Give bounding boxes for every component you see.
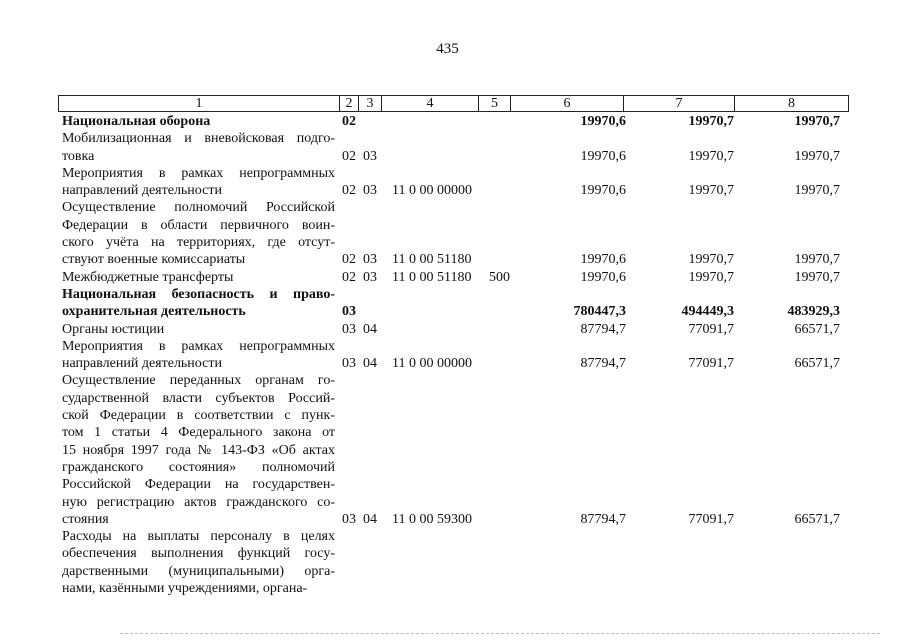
table-row-line	[0, 580, 905, 597]
amount-col-7: 19970,7	[688, 148, 734, 164]
table-row-line	[0, 563, 905, 580]
row-description: дарственными (муниципальными) орга-	[62, 563, 335, 579]
row-description: Мероприятия в рамках непрограммных	[62, 338, 335, 354]
row-description: Национальная оборона	[62, 114, 211, 129]
table-row-line	[0, 528, 905, 545]
section-code: 02	[342, 114, 356, 129]
row-description: Мероприятия в рамках непрограммных	[62, 165, 335, 181]
row-description: стояния	[62, 511, 109, 527]
row-description: Национальная безопасность и право-	[62, 286, 335, 302]
table-row-line	[0, 182, 905, 199]
column-header-3: 3	[359, 96, 382, 112]
budget-table-body	[0, 113, 905, 597]
amount-col-6: 19970,6	[580, 183, 626, 199]
column-header-1: 1	[59, 96, 340, 112]
table-row	[0, 130, 905, 165]
amount-col-8: 66571,7	[794, 511, 840, 527]
amount-col-8: 66571,7	[794, 321, 840, 337]
subsection-code: 03	[363, 269, 377, 285]
row-description: ского учёта на территориях, где отсут-	[62, 235, 335, 251]
table-row-line	[0, 286, 905, 303]
row-description: Осуществление переданных органам го-	[62, 373, 335, 389]
amount-col-6: 19970,6	[580, 269, 626, 285]
row-description: Осуществление полномочий Российской	[62, 200, 335, 216]
amount-col-8: 19970,7	[794, 114, 840, 129]
amount-col-7: 494449,3	[681, 304, 734, 320]
subsection-code: 04	[363, 321, 377, 337]
table-row-line	[0, 390, 905, 407]
table-row-line	[0, 511, 905, 528]
row-description: Расходы на выплаты персоналу в целях	[62, 529, 335, 545]
amount-col-6: 780447,3	[573, 304, 626, 320]
table-row-line	[0, 251, 905, 268]
amount-col-6: 87794,7	[580, 511, 626, 527]
table-row-line	[0, 321, 905, 338]
amount-col-6: 87794,7	[580, 356, 626, 372]
row-description: сударственной власти субъектов Россий-	[62, 390, 335, 406]
table-row-line	[0, 545, 905, 562]
table-row-line	[0, 165, 905, 182]
row-description: Межбюджетные трансферты	[62, 269, 234, 285]
column-header-row	[59, 96, 849, 112]
section-code: 03	[342, 356, 356, 372]
row-description: Российской Федерации на государствен-	[62, 477, 335, 493]
subsection-code: 04	[363, 356, 377, 372]
section-code: 03	[342, 304, 356, 320]
section-code: 03	[342, 511, 356, 527]
table-row	[0, 528, 905, 597]
scan-artifact-line	[120, 633, 880, 636]
target-article-code: 11 0 00 00000	[392, 356, 472, 372]
column-header-8: 8	[735, 96, 849, 112]
amount-col-6: 19970,6	[580, 148, 626, 164]
subsection-code: 04	[363, 511, 377, 527]
section-code: 02	[342, 252, 356, 268]
page-number: 435	[436, 41, 459, 57]
row-description: том 1 статьи 4 Федерального закона от	[62, 425, 335, 441]
amount-col-8: 19970,7	[794, 252, 840, 268]
table-row-line	[0, 148, 905, 165]
table-row-line	[0, 476, 905, 493]
column-header-5: 5	[479, 96, 511, 112]
amount-col-6: 19970,6	[580, 114, 626, 129]
amount-col-6: 87794,7	[580, 321, 626, 337]
row-description: направлений деятельности	[62, 356, 222, 372]
row-description: ствуют военные комиссариаты	[62, 252, 246, 268]
table-row-line	[0, 199, 905, 216]
row-description: 15 ноября 1997 года № 143-ФЗ «Об актах	[62, 442, 335, 458]
table-row-line	[0, 130, 905, 147]
section-code: 02	[342, 148, 356, 164]
table-row	[0, 113, 905, 130]
row-description: Органы юстиции	[62, 321, 165, 337]
amount-col-7: 77091,7	[688, 321, 734, 337]
expense-type-code: 500	[489, 269, 510, 285]
column-header-2: 2	[340, 96, 359, 112]
amount-col-8: 19970,7	[794, 148, 840, 164]
section-code: 02	[342, 183, 356, 199]
row-description: охранительная деятельность	[62, 304, 246, 320]
row-description: ную регистрацию актов гражданского со-	[62, 494, 335, 510]
amount-col-6: 19970,6	[580, 252, 626, 268]
amount-col-8: 483929,3	[787, 304, 840, 320]
amount-col-8: 66571,7	[794, 356, 840, 372]
target-article-code: 11 0 00 51180	[392, 269, 472, 285]
section-code: 03	[342, 321, 356, 337]
table-row-line	[0, 424, 905, 441]
subsection-code: 03	[363, 148, 377, 164]
column-header-4: 4	[382, 96, 479, 112]
table-row-line	[0, 372, 905, 389]
row-description: направлений деятельности	[62, 183, 222, 199]
table-row	[0, 269, 905, 286]
table-row-line	[0, 355, 905, 372]
table-row	[0, 199, 905, 268]
table-row	[0, 286, 905, 321]
table-row-line	[0, 459, 905, 476]
table-row-line	[0, 217, 905, 234]
row-description: нами, казёнными учреждениями, органа-	[62, 581, 308, 597]
row-description: Мобилизационная и вневойсковая подго-	[62, 131, 335, 147]
amount-col-7: 19970,7	[688, 114, 734, 129]
row-description: обеспечения выполнения функций госу-	[62, 546, 335, 562]
column-header-table	[58, 95, 849, 112]
target-article-code: 11 0 00 00000	[392, 183, 472, 199]
row-description: гражданского состояния» полномочий	[62, 459, 335, 475]
table-row-line	[0, 442, 905, 459]
row-description: ской Федерации в соответствии с пунк-	[62, 408, 335, 424]
amount-col-7: 19970,7	[688, 183, 734, 199]
table-row	[0, 321, 905, 338]
table-row-line	[0, 494, 905, 511]
table-row-line	[0, 113, 905, 130]
target-article-code: 11 0 00 59300	[392, 511, 472, 527]
amount-col-8: 19970,7	[794, 183, 840, 199]
amount-col-7: 77091,7	[688, 356, 734, 372]
table-row-line	[0, 407, 905, 424]
table-row-line	[0, 234, 905, 251]
table-row-line	[0, 303, 905, 320]
table-row	[0, 165, 905, 200]
column-header-7: 7	[624, 96, 735, 112]
table-row-line	[0, 269, 905, 286]
row-description: Федерации в области первичного воин-	[62, 217, 335, 233]
amount-col-7: 19970,7	[688, 269, 734, 285]
column-header-6: 6	[511, 96, 624, 112]
target-article-code: 11 0 00 51180	[392, 252, 472, 268]
row-description: товка	[62, 148, 95, 164]
amount-col-8: 19970,7	[794, 269, 840, 285]
subsection-code: 03	[363, 252, 377, 268]
subsection-code: 03	[363, 183, 377, 199]
amount-col-7: 19970,7	[688, 252, 734, 268]
amount-col-7: 77091,7	[688, 511, 734, 527]
table-row	[0, 372, 905, 528]
table-row-line	[0, 338, 905, 355]
section-code: 02	[342, 269, 356, 285]
table-row	[0, 338, 905, 373]
